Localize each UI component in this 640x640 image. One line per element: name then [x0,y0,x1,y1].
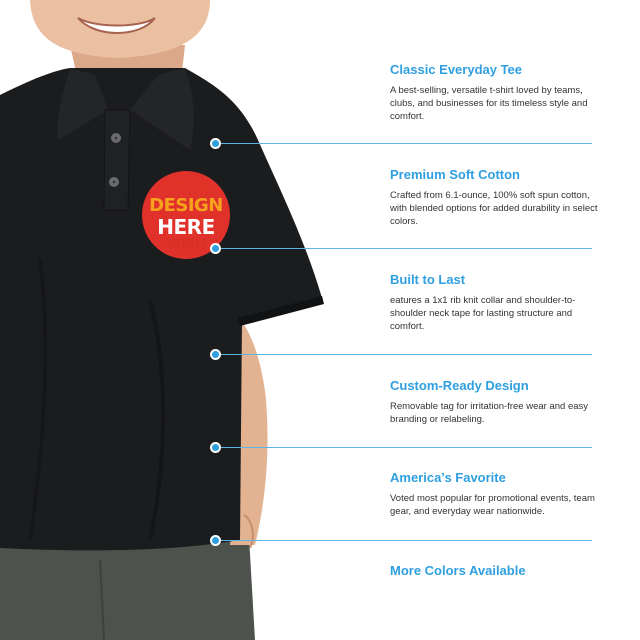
leader-line [216,248,592,249]
logo-line-4: WISH [165,237,207,253]
feature-built-to-last [390,272,605,333]
callout-dot [212,245,219,252]
leader-line [216,540,592,541]
feature-americas-favorite [390,470,605,518]
feature-description: eatures a 1x1 rib knit collar and shoulder-to-shoulder neck tape for lasting structure and comfort. [390,295,576,332]
callout-dot [212,537,219,544]
logo-line-3: HERE [157,215,215,239]
feature-more-colors-available [390,563,605,585]
feature-description: A best-selling, versatile t-shirt loved by teams, clubs, and businesses for its timeless style and comfort. [390,85,588,122]
logo-line-2: DESIGN [149,195,223,216]
feature-title: Premium Soft Cotton [390,167,520,182]
feature-classic-everyday-tee [390,62,605,123]
leader-line [216,354,592,355]
leader-line [216,143,592,144]
feature-premium-soft-cotton [390,167,605,228]
feature-description: Removable tag for irritation-free wear and easy branding or relabeling. [390,401,589,425]
logo-line-1: YOUR [162,177,210,196]
feature-title: America’s Favorite [390,470,506,485]
feature-title: Custom-Ready Design [390,378,529,393]
callout-dot [212,444,219,451]
feature-description: Crafted from 6.1-ounce, 100% soft spun cotton, with blended options for added durability in select colors. [390,190,598,227]
feature-custom-ready-design [390,378,605,426]
feature-title: Classic Everyday Tee [390,62,523,77]
leader-line [216,447,592,448]
callout-dot [212,351,219,358]
callout-dot [212,140,219,147]
feature-title: More Colors Available [390,563,526,578]
feature-title: Built to Last [390,272,466,287]
feature-description: Voted most popular for promotional events, team gear, and everyday wear nationwide. [390,493,595,517]
